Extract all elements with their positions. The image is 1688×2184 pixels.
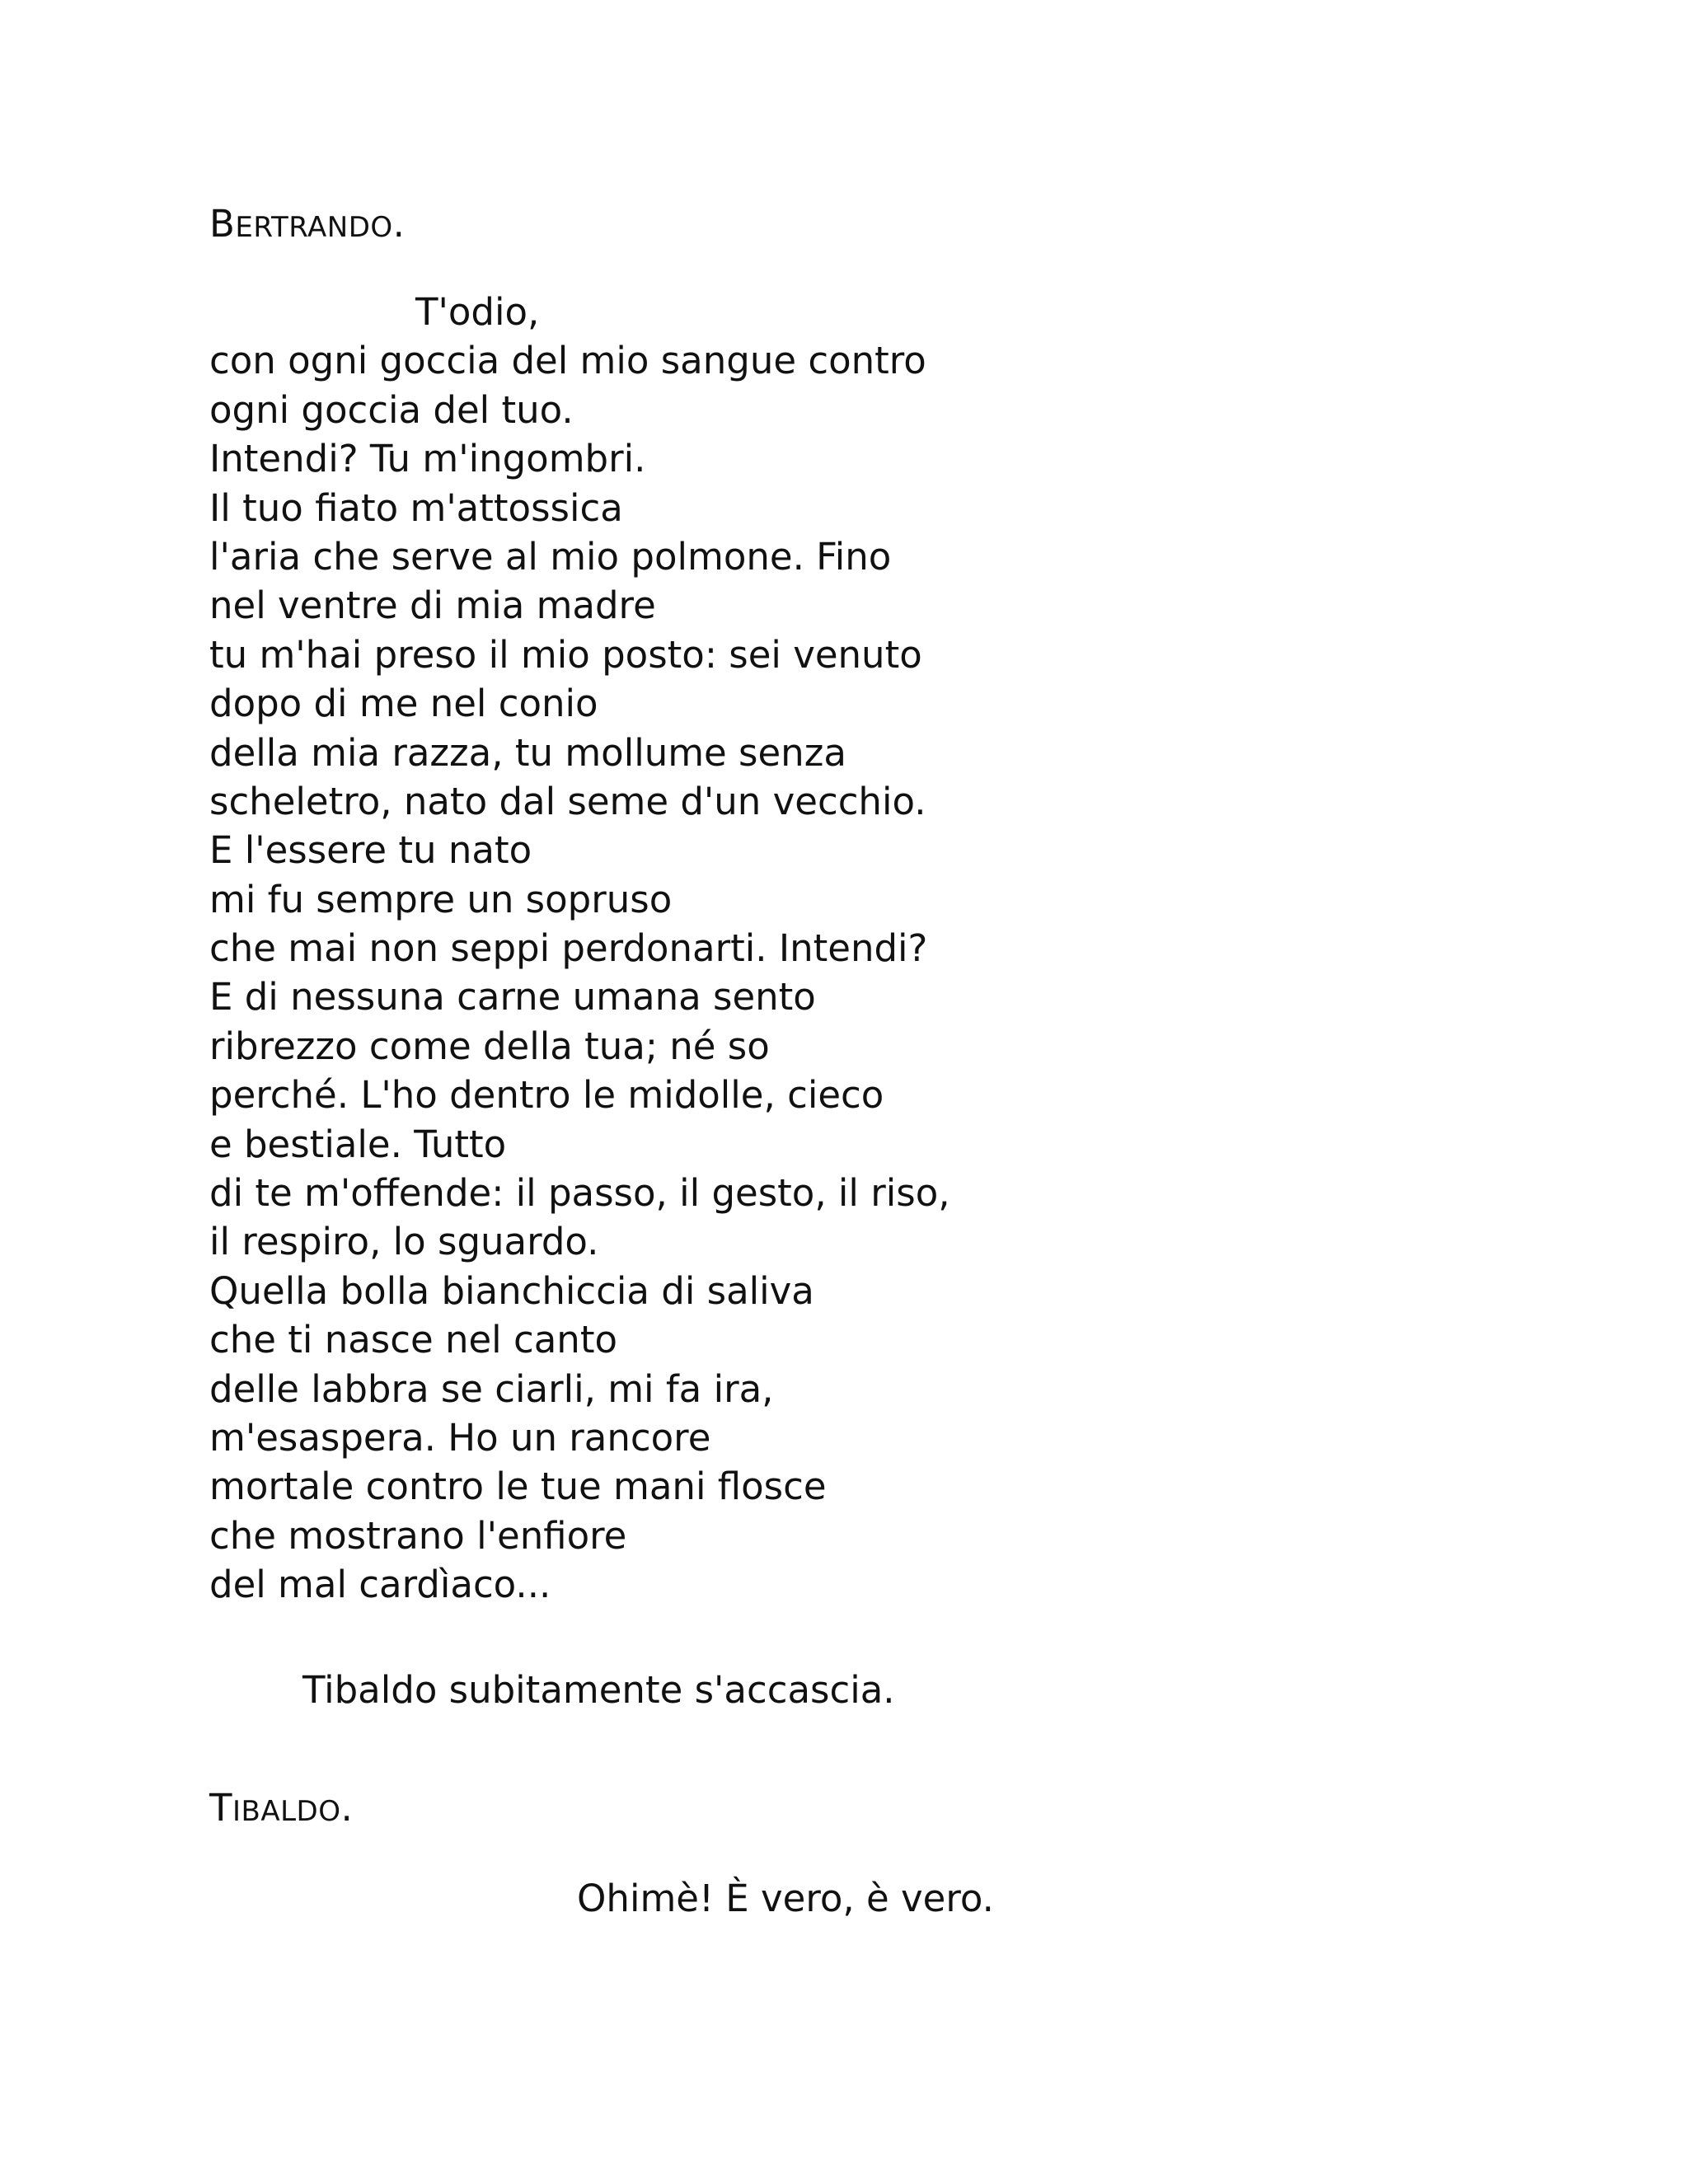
verse-line: mi fu sempre un sopruso <box>209 877 673 921</box>
verse-line: di te m'offende: il passo, il gesto, il riso, <box>209 1171 950 1216</box>
speaker-name-tibaldo: TIBALDO. <box>209 1786 354 1830</box>
bertrando-speech <box>209 288 950 1610</box>
verse-line: del mal cardìaco... <box>209 1563 551 1607</box>
verse-line: delle labbra se ciarli, mi fa ira, <box>209 1366 774 1411</box>
verse-line: E l'essere tu nato <box>209 828 532 873</box>
verse-line: m'esaspera. Ho un rancore <box>209 1415 711 1460</box>
verse-line: Quella bolla bianchiccia di saliva <box>209 1268 814 1313</box>
verse-line: che ti nasce nel canto <box>209 1318 617 1362</box>
verse-line: Intendi? Tu m'ingombri. <box>209 437 646 481</box>
speaker-name-bertrando: BERTRANDO. <box>209 202 406 246</box>
verse-line: l'aria che serve al mio polmone. Fino <box>209 534 892 579</box>
verse-line: ogni goccia del tuo. <box>209 387 574 432</box>
verse-line: e bestiale. Tutto <box>209 1122 507 1166</box>
verse-line: Il tuo fiato m'attossica <box>209 485 623 530</box>
verse-line: dopo di me nel conio <box>209 682 598 726</box>
verse-line: scheletro, nato dal seme d'un vecchio. <box>209 779 926 823</box>
stage-direction: Tibaldo subitamente s'accascia. <box>302 1668 895 1712</box>
verse-line: perché. L'ho dentro le midolle, cieco <box>209 1073 884 1118</box>
verse-line: mortale contro le tue mani flosce <box>209 1465 827 1509</box>
verse-line: il respiro, lo sguardo. <box>209 1220 599 1264</box>
verse-line: tu m'hai preso il mio posto: sei venuto <box>209 632 922 677</box>
verse-line: che mai non seppi perdonarti. Intendi? <box>209 926 928 971</box>
verse-line: che mostrano l'enfiore <box>209 1513 627 1558</box>
verse-line: con ogni goccia del mio sangue contro <box>209 339 926 383</box>
tibaldo-line: Ohimè! È vero, è vero. <box>577 1877 994 1920</box>
verse-line: ribrezzo come della tua; né so <box>209 1024 770 1068</box>
verse-line: T'odio, <box>415 290 540 334</box>
verse-line: nel ventre di mia madre <box>209 583 656 628</box>
verse-line: della mia razza, tu mollume senza <box>209 730 846 775</box>
verse-line: E di nessuna carne umana sento <box>209 975 816 1019</box>
